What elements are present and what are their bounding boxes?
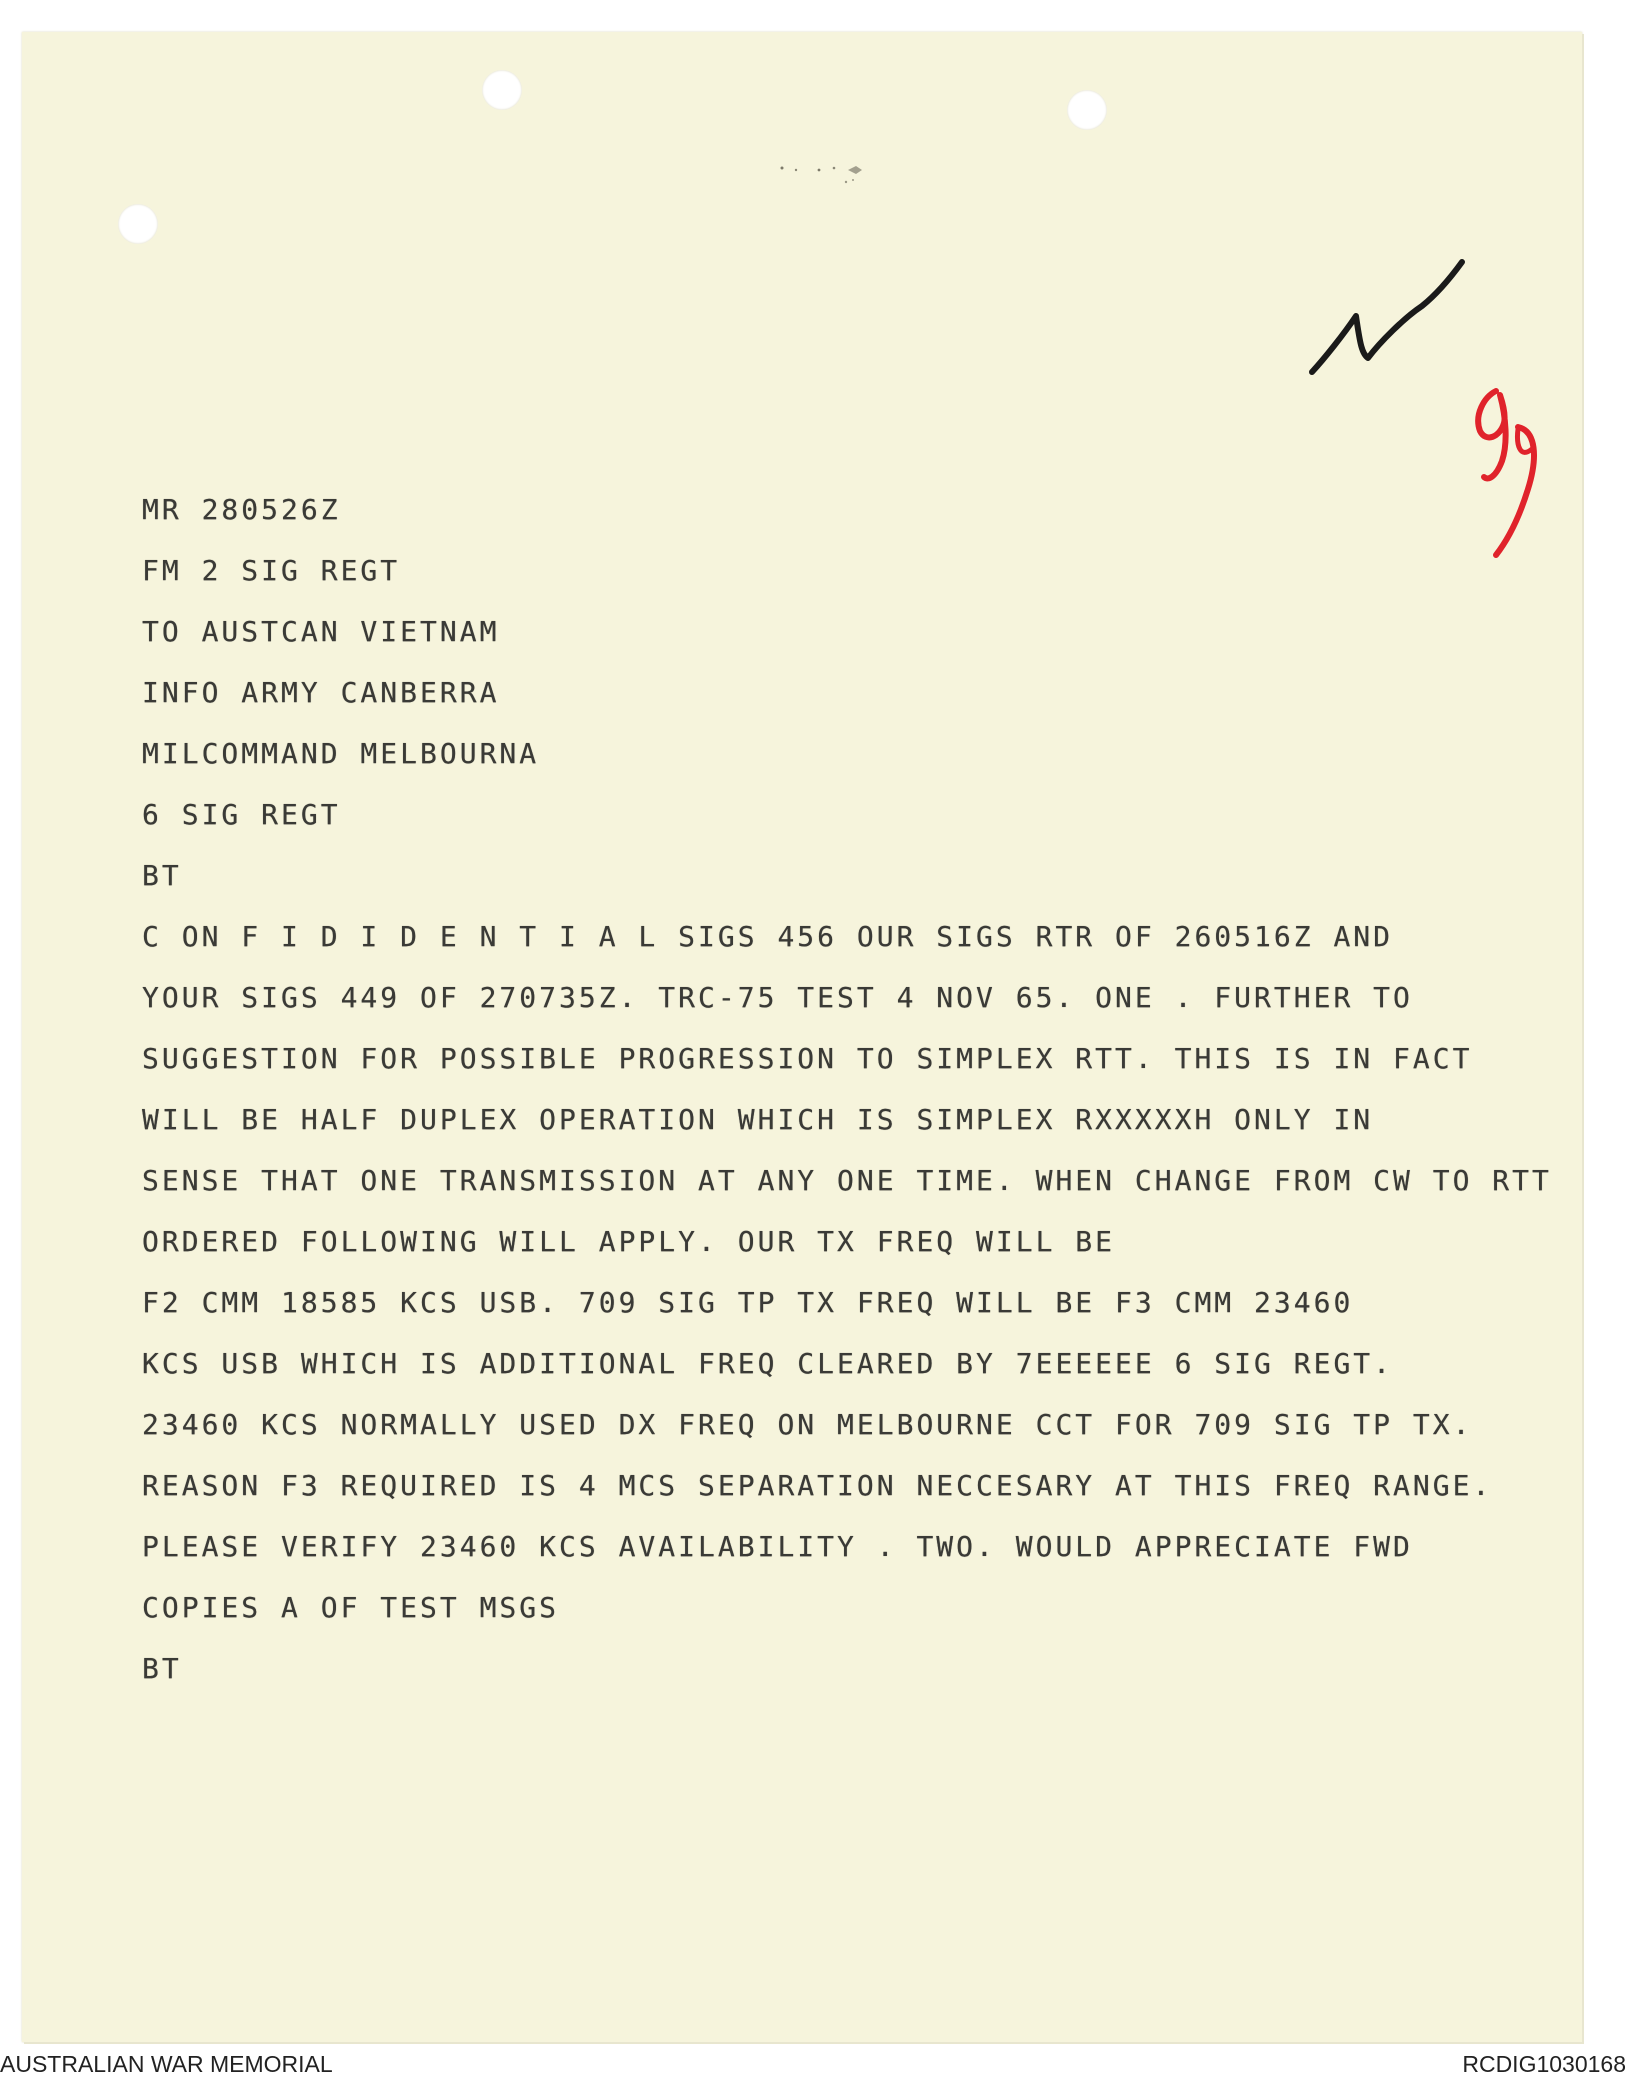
paper-specks (774, 156, 884, 196)
message-break-end: BT (142, 1652, 182, 1685)
message-body-line: 23460 KCS NORMALLY USED DX FREQ ON MELBOURNE CCT FOR 709 SIG TP TX. (142, 1408, 1473, 1441)
message-body-line: C ON F I D I D E N T I A L SIGS 456 OUR SIGS RTR OF 260516Z AND (142, 920, 1394, 953)
footer-record-id: RCDIG1030168 (1462, 2051, 1626, 2077)
punch-hole (1067, 90, 1107, 130)
message-body-line: SUGGESTION FOR POSSIBLE PROGRESSION TO SIMPLEX RTT. THIS IS IN FACT (142, 1042, 1473, 1075)
message-body-line: KCS USB WHICH IS ADDITIONAL FREQ CLEARED BY 7EEEEEE 6 SIG REGT. (142, 1347, 1394, 1380)
message-body-line: SENSE THAT ONE TRANSMISSION AT ANY ONE TIME. WHEN CHANGE FROM CW TO RTT (142, 1164, 1552, 1197)
message-header-from: FM 2 SIG REGT (142, 554, 401, 587)
message-header-info: INFO ARMY CANBERRA (142, 676, 500, 709)
message-body-line: WILL BE HALF DUPLEX OPERATION WHICH IS SIMPLEX RXXXXXH ONLY IN (142, 1103, 1374, 1136)
teletype-message (142, 490, 1562, 1710)
message-body-line: REASON F3 REQUIRED IS 4 MCS SEPARATION NECCESARY AT THIS FREQ RANGE. (142, 1469, 1493, 1502)
message-body-line: ORDERED FOLLOWING WILL APPLY. OUR TX FREQ WILL BE (142, 1225, 1116, 1258)
message-break-start: BT (142, 859, 182, 892)
message-header-info-3: 6 SIG REGT (142, 798, 341, 831)
message-body-line: COPIES A OF TEST MSGS (142, 1591, 560, 1624)
punch-hole (482, 70, 522, 110)
footer-institution: AUSTRALIAN WAR MEMORIAL (0, 2051, 333, 2077)
message-header-info-2: MILCOMMAND MELBOURNA (142, 737, 540, 770)
message-header-mr: MR 280526Z (142, 493, 341, 526)
message-body-line: F2 CMM 18585 KCS USB. 709 SIG TP TX FREQ WILL BE F3 CMM 23460 (142, 1286, 1354, 1319)
handwritten-n-mark (1304, 254, 1474, 384)
message-header-to: TO AUSTCAN VIETNAM (142, 615, 500, 648)
message-body-line: PLEASE VERIFY 23460 KCS AVAILABILITY . TWO. WOULD APPRECIATE FWD (142, 1530, 1413, 1563)
message-body-line: YOUR SIGS 449 OF 270735Z. TRC-75 TEST 4 NOV 65. ONE . FURTHER TO (142, 981, 1413, 1014)
punch-hole (118, 204, 158, 244)
